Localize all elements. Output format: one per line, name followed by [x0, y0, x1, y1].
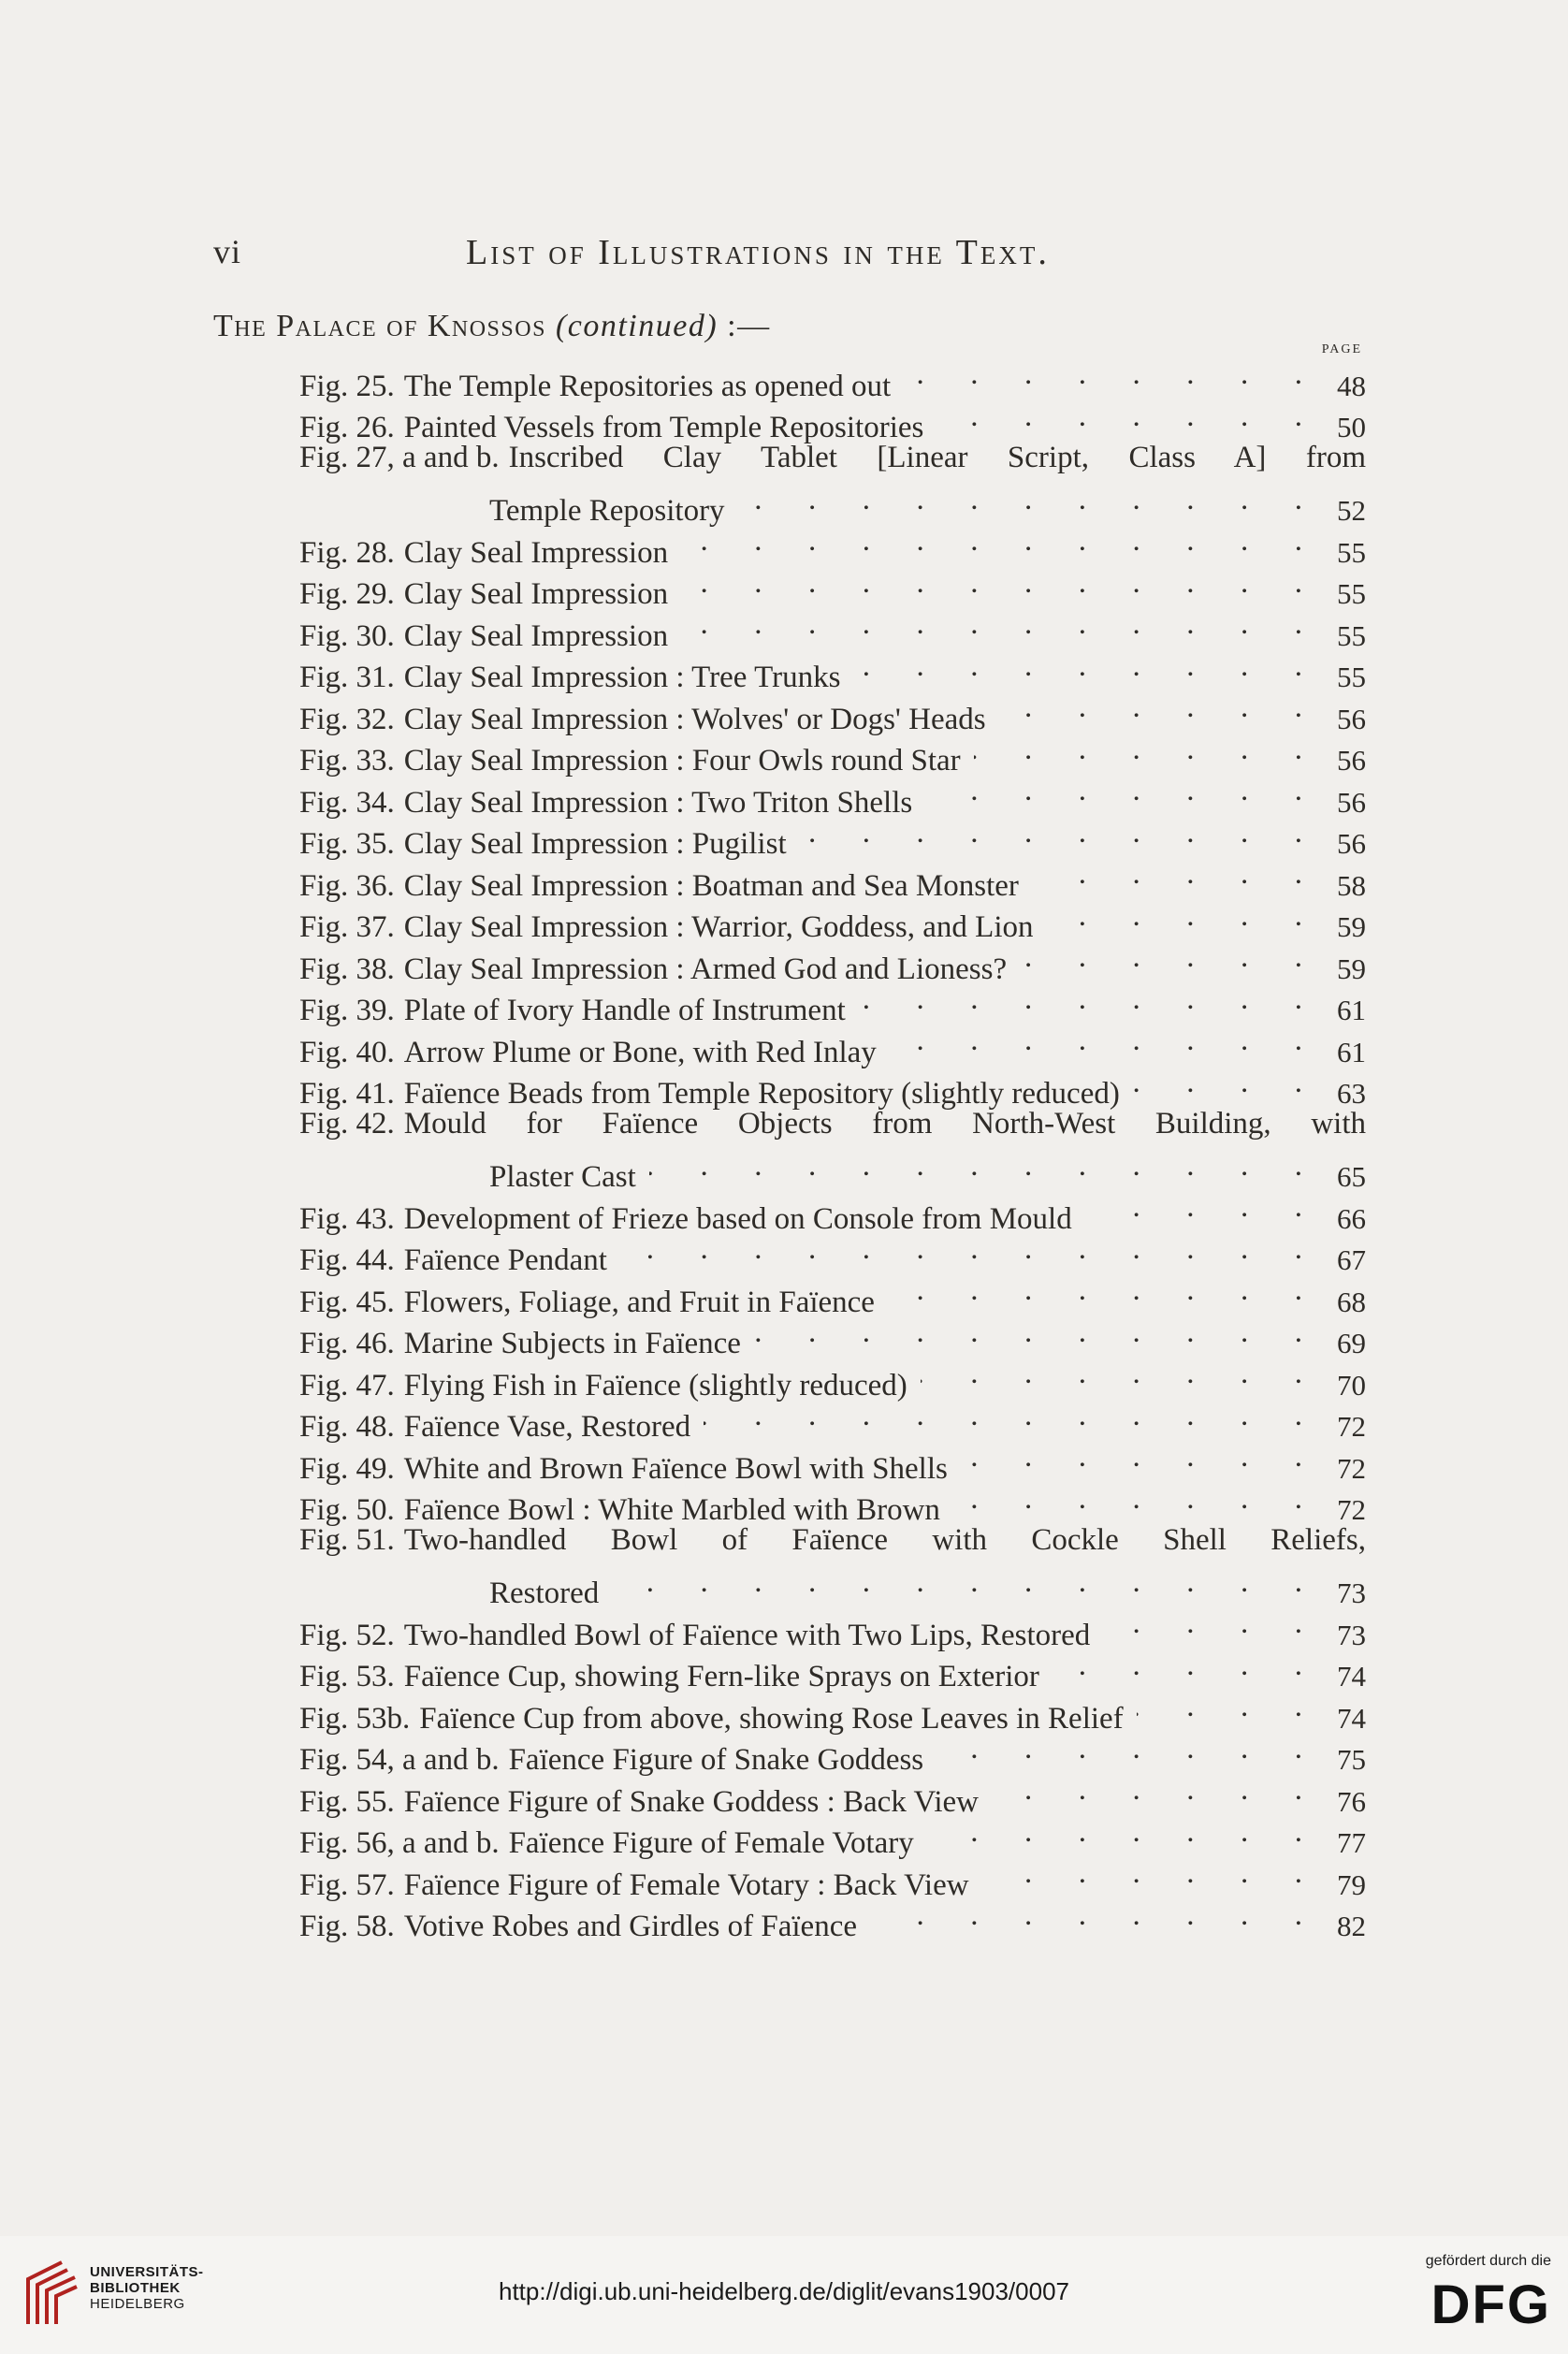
leader-dots: [1103, 1603, 1302, 1645]
page-ref: 74: [1337, 1701, 1366, 1735]
list-item: [299, 646, 1366, 694]
list-item: [299, 1895, 1366, 1943]
leader-dots: [925, 770, 1302, 812]
list-item: [299, 1020, 1366, 1069]
figure-number: Fig. 47.: [299, 1368, 395, 1402]
figure-title: Clay Seal Impression : Pugilist: [403, 827, 787, 861]
page-ref: 67: [1337, 1243, 1366, 1276]
figure-title: Faïence Bowl : White Marbled with Brown: [403, 1493, 940, 1527]
list-item: [299, 1645, 1366, 1693]
page-column-label: PAGE: [1321, 342, 1362, 356]
figure-number: Fig. 28.: [299, 535, 395, 570]
figure-title: Two-handled Bowl of Faïence with Cockle Shell Reliefs,: [403, 1523, 1366, 1557]
figure-title: Faïence Vase, Restored: [403, 1410, 691, 1444]
figure-title: Mould for Faïence Objects from North-West Building, with: [403, 1107, 1366, 1141]
figure-title: The Temple Repositories as opened out: [403, 369, 892, 403]
figure-title: Faïence Cup, showing Fern-like Sprays on Exterior: [403, 1660, 1039, 1693]
leader-dots: [921, 1353, 1302, 1395]
leader-dots: [1137, 1686, 1302, 1728]
figure-number: Fig. 33.: [299, 744, 395, 777]
figure-number: Fig. 54, a and b.: [299, 1743, 500, 1777]
figure-number: Fig. 49.: [299, 1451, 395, 1486]
figure-number: Fig. 25.: [299, 369, 395, 403]
figure-title: Faïence Cup from above, showing Rose Leaves in Relief: [419, 1701, 1124, 1736]
figure-number: Fig. 55.: [299, 1784, 395, 1819]
figure-title: Clay Seal Impression: [403, 618, 669, 653]
page-ref: 72: [1337, 1451, 1366, 1485]
leader-dots: [1020, 937, 1302, 979]
list-item: [299, 812, 1366, 861]
figure-number: Fig. 30.: [299, 618, 395, 653]
page-ref: 76: [1337, 1784, 1366, 1818]
list-item: [299, 1519, 1366, 1610]
list-item: [299, 437, 1366, 528]
section-title: The Palace of Knossos: [213, 309, 546, 343]
page-ref: 56: [1337, 785, 1366, 819]
figure-title: White and Brown Faïence Bowl with Shells: [403, 1451, 948, 1486]
leader-dots: [800, 812, 1302, 854]
page-ref: 73: [1337, 1618, 1366, 1651]
figure-title: Painted Vessels from Temple Repositories: [403, 411, 924, 444]
list-item: [299, 1103, 1366, 1194]
leader-dots: [612, 1562, 1302, 1604]
figure-number: Fig. 38.: [299, 952, 395, 986]
list-item: [299, 1853, 1366, 1902]
page-ref: 55: [1337, 661, 1366, 693]
figure-number: Fig. 26.: [299, 411, 395, 444]
footer: [0, 2236, 1568, 2354]
leader-dots: [1053, 1645, 1302, 1687]
figure-number: Fig. 29.: [299, 577, 395, 611]
page-ref: 58: [1337, 868, 1366, 902]
list-item: [299, 853, 1366, 903]
figure-number: Fig. 51.: [299, 1523, 395, 1557]
figure-number: Fig. 39.: [299, 994, 395, 1027]
page-ref: 59: [1337, 910, 1366, 943]
figure-title: Faïence Pendant: [403, 1243, 607, 1277]
leader-dots: [1133, 1062, 1302, 1104]
leader-dots: [859, 979, 1302, 1021]
page-ref: 72: [1337, 1493, 1366, 1526]
page-ref: 65: [1337, 1160, 1366, 1193]
list-item: [299, 1478, 1366, 1527]
figure-title: Clay Seal Impression : Two Triton Shells: [403, 785, 913, 820]
leader-dots: [974, 729, 1302, 771]
figure-title: Clay Seal Impression : Armed God and Lioness?: [403, 952, 1008, 986]
section-suffix: :—: [727, 309, 771, 343]
page-ref: 55: [1337, 535, 1366, 569]
page-ref: 55: [1337, 577, 1366, 610]
list-item: [299, 770, 1366, 820]
page-ref: 59: [1337, 952, 1366, 985]
leader-dots: [620, 1228, 1302, 1271]
leader-dots: [888, 1270, 1302, 1312]
page-ref: 79: [1337, 1867, 1366, 1901]
list-item: [299, 1228, 1366, 1277]
figure-number: Fig. 52.: [299, 1618, 395, 1652]
figure-title: Faïence Figure of Female Votary : Back View: [403, 1867, 969, 1902]
page-number: vi: [213, 233, 242, 270]
figure-number: Fig. 36.: [299, 868, 395, 903]
page-ref: 72: [1337, 1410, 1366, 1443]
leader-dots: [681, 520, 1302, 562]
page-ref: 56: [1337, 827, 1366, 860]
list-item: [299, 1353, 1366, 1402]
source-url-link[interactable]: http://digi.ub.uni-heidelberg.de/diglit/evans1903/0007: [498, 2277, 1069, 2305]
page-ref: 61: [1337, 1035, 1366, 1068]
figure-number: Fig. 53.: [299, 1660, 395, 1693]
figure-title: Clay Seal Impression : Boatman and Sea Monster: [403, 868, 1019, 903]
figure-title: Plate of Ivory Handle of Instrument: [403, 994, 846, 1027]
figure-number: Fig. 56, a and b.: [299, 1826, 500, 1860]
leader-dots: [890, 1020, 1302, 1062]
list-item: [299, 1603, 1366, 1652]
figure-number: Fig. 44.: [299, 1243, 395, 1277]
list-item: [299, 396, 1366, 444]
leader-dots: [704, 1395, 1302, 1437]
leader-dots: [1047, 895, 1303, 937]
list-item: [299, 1395, 1366, 1444]
page-ref: 55: [1337, 618, 1366, 652]
figure-number: Fig. 41.: [299, 1077, 395, 1111]
list-item: [299, 687, 1366, 736]
list-item: [299, 937, 1366, 986]
list-item: [299, 562, 1366, 611]
figure-title: Clay Seal Impression : Four Owls round Star: [403, 744, 961, 777]
dfg-logo: DFG: [1430, 2274, 1551, 2335]
page-ref: 69: [1337, 1327, 1366, 1359]
figure-title: Inscribed Clay Tablet [Linear Script, Class A] from: [508, 441, 1366, 474]
page-ref: 75: [1337, 1743, 1366, 1776]
list-item: [299, 1436, 1366, 1486]
figure-number: Fig. 45.: [299, 1285, 395, 1319]
leader-dots: [936, 1728, 1302, 1770]
list-item: [299, 1312, 1366, 1360]
figure-title: Marine Subjects in Faïence: [403, 1327, 741, 1360]
page-title: List of Illustrations in the Text.: [466, 233, 1050, 272]
leader-dots: [961, 1436, 1302, 1478]
leader-dots: [649, 1145, 1302, 1187]
figure-title: Clay Seal Impression: [403, 577, 669, 611]
list-item: [299, 729, 1366, 777]
library-name: UNIVERSITÄTS- BIBLIOTHEK HEIDELBERG: [90, 2264, 204, 2312]
leader-dots: [904, 354, 1302, 396]
illustration-list: [299, 354, 1366, 1943]
leader-dots: [982, 1853, 1302, 1895]
figure-title: Faïence Figure of Snake Goddess : Back View: [403, 1784, 979, 1819]
leader-dots: [953, 1478, 1302, 1520]
list-item: [299, 520, 1366, 570]
figure-title: Flowers, Foliage, and Fruit in Faïence: [403, 1285, 875, 1319]
list-item: [299, 603, 1366, 653]
figure-title: Votive Robes and Girdles of Faïence: [403, 1910, 857, 1943]
figure-number: Fig. 37.: [299, 910, 395, 944]
leader-dots: [681, 562, 1302, 604]
page-ref: 56: [1337, 744, 1366, 777]
page-ref: 50: [1337, 411, 1366, 443]
leader-dots: [992, 1769, 1302, 1811]
figure-number: Fig. 40.: [299, 1035, 395, 1069]
figure-number: Fig. 57.: [299, 1867, 395, 1902]
leader-dots: [936, 396, 1302, 438]
page-ref: 74: [1337, 1660, 1366, 1693]
figure-number: Fig. 31.: [299, 661, 395, 694]
figure-title-continued: Temple Repository: [489, 494, 725, 528]
figure-title: Clay Seal Impression : Tree Trunks: [403, 661, 841, 694]
leader-dots: [853, 646, 1302, 688]
funding-note: gefördert durch die: [1425, 2253, 1551, 2269]
list-item: [299, 1062, 1366, 1111]
list-item: [299, 354, 1366, 403]
figure-title: Faïence Figure of Snake Goddess: [508, 1743, 924, 1777]
list-item: [299, 1811, 1366, 1860]
figure-number: Fig. 32.: [299, 702, 395, 736]
figure-number: Fig. 48.: [299, 1410, 395, 1444]
leader-dots: [1085, 1186, 1302, 1228]
page-ref: 61: [1337, 994, 1366, 1026]
figure-number: Fig. 46.: [299, 1327, 395, 1360]
running-head: [213, 232, 1392, 279]
figure-title: Flying Fish in Faïence (slightly reduced): [403, 1368, 907, 1402]
figure-number: Fig. 34.: [299, 785, 395, 820]
figure-title-continued: Plaster Cast: [489, 1160, 636, 1194]
page-ref: 48: [1337, 369, 1366, 402]
page-ref: 66: [1337, 1201, 1366, 1235]
list-item: [299, 1769, 1366, 1819]
figure-number: Fig. 42.: [299, 1107, 395, 1141]
figure-title: Faïence Figure of Female Votary: [508, 1826, 914, 1860]
leader-dots: [870, 1895, 1302, 1937]
figure-number: Fig. 53b.: [299, 1701, 411, 1736]
figure-title-continued: Restored: [489, 1577, 600, 1610]
list-item: [299, 1686, 1366, 1736]
list-item: [299, 895, 1366, 944]
page-ref: 77: [1337, 1826, 1366, 1859]
leader-dots: [754, 1312, 1302, 1354]
leader-dots: [738, 479, 1302, 521]
figure-number: Fig. 58.: [299, 1910, 395, 1943]
list-item: [299, 979, 1366, 1027]
figure-title: Two-handled Bowl of Faïence with Two Lips, Restored: [403, 1618, 1091, 1652]
page-ref: 56: [1337, 702, 1366, 735]
figure-title: Clay Seal Impression : Warrior, Goddess, and Lion: [403, 910, 1034, 944]
section-heading: [213, 309, 771, 344]
leader-dots: [927, 1811, 1302, 1853]
list-item: [299, 1270, 1366, 1319]
page-ref: 70: [1337, 1368, 1366, 1402]
figure-number: Fig. 27, a and b.: [299, 441, 500, 474]
figure-title: Development of Frieze based on Console from Mould: [403, 1201, 1072, 1236]
figure-number: Fig. 43.: [299, 1201, 395, 1236]
page-ref: 82: [1337, 1910, 1366, 1942]
figure-number: Fig. 50.: [299, 1493, 395, 1527]
figure-number: Fig. 35.: [299, 827, 395, 861]
figure-title: Arrow Plume or Bone, with Red Inlay: [403, 1035, 877, 1069]
figure-title: Clay Seal Impression: [403, 535, 669, 570]
page-ref: 63: [1337, 1077, 1366, 1110]
figure-title: Clay Seal Impression : Wolves' or Dogs' Heads: [403, 702, 986, 736]
page-ref: 68: [1337, 1285, 1366, 1318]
list-item: [299, 1186, 1366, 1236]
list-item: [299, 1728, 1366, 1777]
page-ref: 52: [1337, 494, 1366, 527]
section-subtitle: (continued): [555, 309, 719, 343]
page-ref: 73: [1337, 1577, 1366, 1609]
figure-title: Faïence Beads from Temple Repository (slightly reduced): [403, 1077, 1120, 1111]
leader-dots: [681, 603, 1302, 646]
leader-dots: [999, 687, 1302, 729]
library-logo-icon: [24, 2259, 80, 2328]
leader-dots: [1032, 853, 1302, 895]
